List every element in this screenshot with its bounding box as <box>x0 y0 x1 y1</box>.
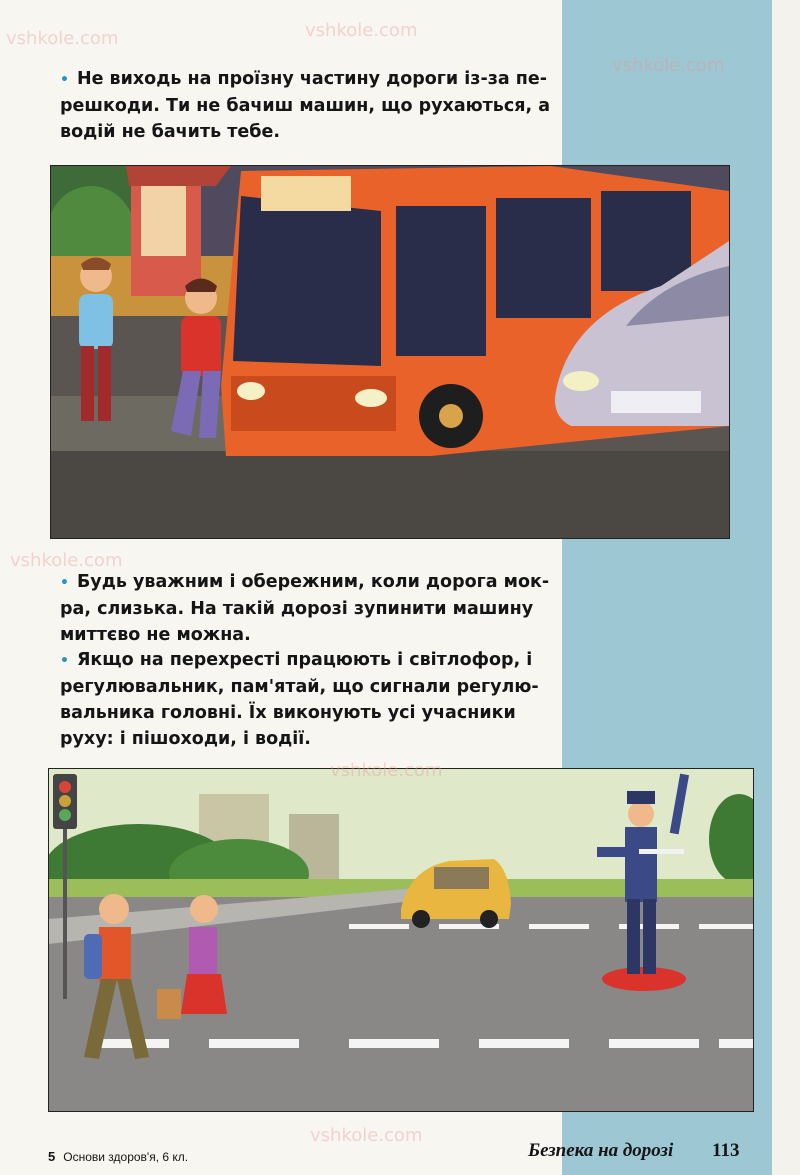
section-title: Безпека на дорозі <box>528 1140 674 1161</box>
watermark: vshkole.com <box>305 20 418 41</box>
paragraph-hidden-obstacle <box>60 66 551 145</box>
bullet-icon: • <box>60 653 69 669</box>
paragraph-traffic-controller <box>60 647 540 752</box>
bullet-icon: • <box>60 72 69 88</box>
bullet-icon: • <box>60 575 69 591</box>
paragraph-line: Будь уважним і обережним, коли дорога мок- <box>76 572 550 592</box>
watermark: vshkole.com <box>330 760 443 781</box>
page-edge <box>772 0 800 1175</box>
watermark: vshkole.com <box>612 55 725 76</box>
book-title: Основи здоров'я, 6 кл. <box>63 1150 189 1164</box>
watermark: vshkole.com <box>310 1125 423 1146</box>
paragraph-slippery-road <box>60 569 550 648</box>
paragraph-line: Якщо на перехресті працюють і світлофор, і <box>76 650 533 670</box>
paragraph-line: водій не бачить тебе. <box>60 122 280 142</box>
paragraph-line: миттєво не можна. <box>60 625 251 645</box>
page-number: 113 <box>712 1140 740 1161</box>
crosswalk-illustration <box>48 768 754 1112</box>
paragraph-line: вальника головні. Їх виконують усі учасники <box>60 703 516 723</box>
footer-book-info <box>48 1149 188 1164</box>
bus-stop-illustration <box>50 165 730 539</box>
watermark: vshkole.com <box>10 550 123 571</box>
paragraph-line: ра, слизька. На такій дорозі зупинити машину <box>60 599 534 619</box>
paragraph-line: регулювальник, пам'ятай, що сигнали регулю- <box>60 677 539 697</box>
watermark: vshkole.com <box>6 28 119 49</box>
paragraph-line: решкоди. Ти не бачиш машин, що рухаються, а <box>60 96 551 116</box>
signature-number: 5 <box>48 1149 56 1164</box>
paragraph-line: руху: і пішоходи, і водії. <box>60 729 311 749</box>
paragraph-line: Не виходь на проїзну частину дороги із-за пе- <box>76 69 548 89</box>
